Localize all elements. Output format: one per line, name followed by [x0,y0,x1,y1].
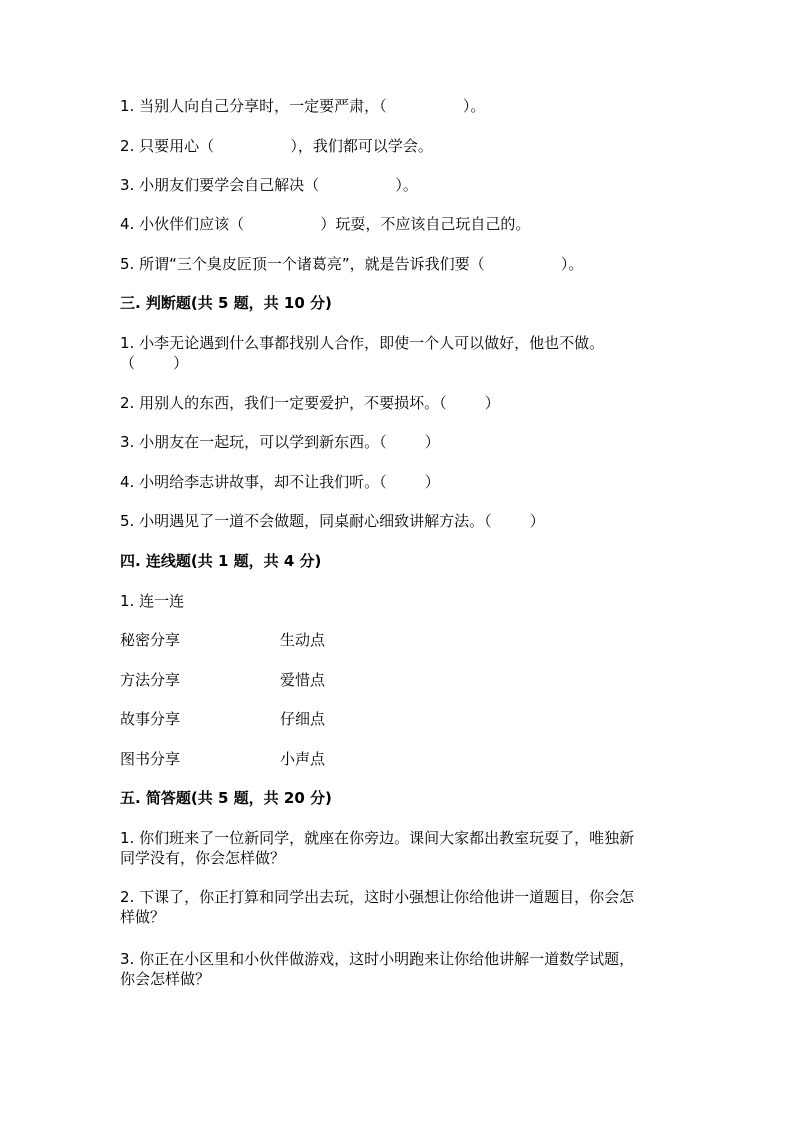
matching-left-item: 图书分享 [120,750,181,768]
section-4-heading: 四. 连线题(共 1 题，共 4 分) [120,552,322,570]
fill-blank-item-2: 2. 只要用心（ ），我们都可以学会。 [120,137,433,155]
fill-blank-item-3: 3. 小朋友们要学会自己解决（ ）。 [120,176,418,194]
judge-item-3: 3. 小朋友在一起玩，可以学到新东西。（ ） [120,433,440,451]
short-answer-item-3-line-2: 你会怎样做？ [120,970,211,988]
matching-left-item: 故事分享 [120,710,181,728]
matching-right-item: 仔细点 [280,710,326,728]
matching-right-item: 爱惜点 [280,671,326,689]
section-3-heading: 三. 判断题(共 5 题，共 10 分) [120,294,332,312]
short-answer-item-3-line-1: 3. 你正在小区里和小伙伴做游戏，这时小明跑来让你给他讲解一道数学试题， [120,950,635,968]
matching-left-item: 秘密分享 [120,631,181,649]
short-answer-item-1-line-2: 同学没有，你会怎样做？ [120,849,286,867]
judge-item-1-line-1: 1. 小李无论遇到什么事都找别人合作，即使一个人可以做好，他也不做。 [120,334,605,352]
fill-blank-item-4: 4. 小伙伴们应该（ ）玩耍，不应该自己玩自己的。 [120,215,531,233]
short-answer-item-2-line-1: 2. 下课了，你正打算和同学出去玩，这时小强想让你给他讲一道题目，你会怎 [120,888,635,906]
matching-question: 1. 连一连 [120,592,185,610]
judge-item-1-line-2: （ ） [120,354,189,372]
matching-left-item: 方法分享 [120,671,181,689]
matching-right-item: 小声点 [280,750,326,768]
section-5-heading: 五. 简答题(共 5 题，共 20 分) [120,789,332,807]
short-answer-item-1-line-1: 1. 你们班来了一位新同学，就座在你旁边。课间大家都出教室玩耍了，唯独新 [120,829,635,847]
fill-blank-item-5: 5. 所谓“三个臭皮匠顶一个诸葛亮”，就是告诉我们要（ ）。 [120,255,584,273]
judge-item-5: 5. 小明遇见了一道不会做题，同桌耐心细致讲解方法。（ ） [120,512,545,530]
fill-blank-item-1: 1. 当别人向自己分享时，一定要严肃，（ ）。 [120,97,486,115]
short-answer-item-2-line-2: 样做？ [120,908,166,926]
matching-right-item: 生动点 [280,631,326,649]
judge-item-2: 2. 用别人的东西，我们一定要爱护，不要损坏。（ ） [120,394,500,412]
judge-item-4: 4. 小明给李志讲故事，却不让我们听。（ ） [120,473,440,491]
